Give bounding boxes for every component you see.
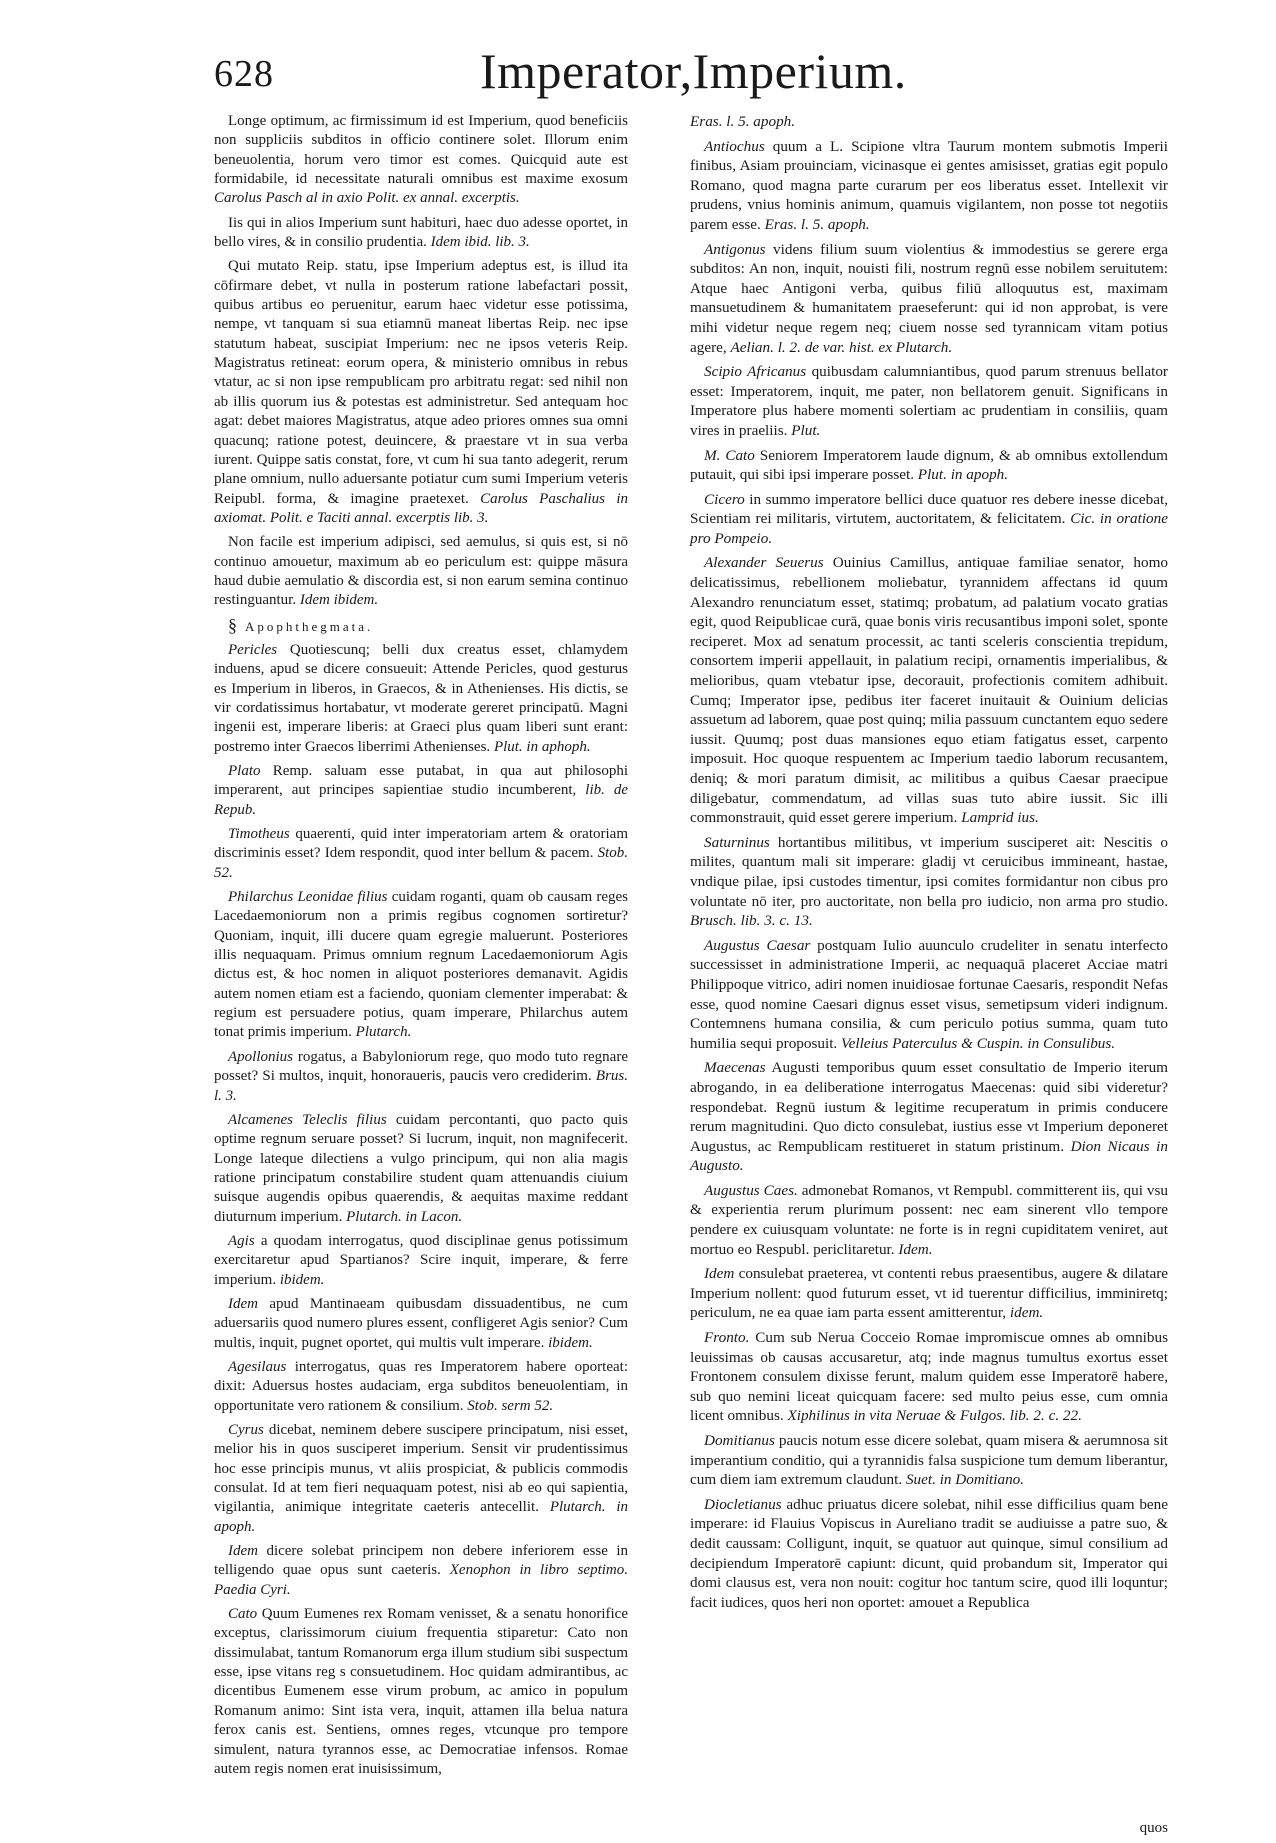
paragraph-text: admonebat Romanos, vt Rempubl. committerent iis, qui vsu & experientia rerum plurimum possent: nec eam sinerent vllo tempore pendere ex cuiusquam voluntate: ne forte is in regni cupiditatem veniret, aut mortuo eo Respubl. periclitaretur. <box>690 1181 1168 1258</box>
citation: Idem ibidem. <box>299 592 379 609</box>
speaker-name: Cicero <box>704 490 745 508</box>
speaker-name: Timotheus <box>228 826 290 843</box>
paragraph-text: quum a L. Scipione vltra Taurum montem submotis Imperii finibus, Asiam prouinciam, vicinasque ei gentes amisisset, gratias egit populo Romano, quod magna parte curarum per eos liberatus esset. Intellexit vir prudens, vnius hominis animum, quamuis vigilantem, non posse tot negotiis parem esse. <box>690 137 1169 233</box>
speaker-name: Plato <box>228 763 261 779</box>
paragraph <box>690 1328 1168 1426</box>
citation: lib. de Repub. <box>214 782 629 818</box>
citation: Lamprid ius. <box>961 809 1039 827</box>
paragraph <box>214 257 628 528</box>
paragraph-text: Remp. saluam esse putabat, in qua aut philosophi imperarent, aut principes sapientiae studio incumberent, <box>214 763 629 799</box>
speaker-name: Idem <box>228 1543 258 1560</box>
citation: Carolus Paschalius in axiomat. Polit. e Taciti annal. excerptis lib. 3. <box>214 490 628 526</box>
paragraph <box>690 240 1168 358</box>
citation: Stob. serm 52. <box>467 1397 554 1414</box>
paragraph <box>214 1232 628 1290</box>
citation: Velleius Paterculus & Cuspin. in Consulibus. <box>841 1034 1116 1052</box>
paragraph <box>690 362 1168 440</box>
citation: Aelian. l. 2. de var. hist. ex Plutarch. <box>730 338 953 356</box>
paragraph <box>690 936 1168 1054</box>
paragraph <box>214 1542 628 1600</box>
paragraph <box>690 1058 1168 1176</box>
paragraph <box>214 641 628 757</box>
citation: Idem. <box>898 1240 933 1258</box>
speaker-name: Saturninus <box>704 833 770 851</box>
citation: Brusch. lib. 3. c. 13. <box>690 912 813 930</box>
paragraph-text: Seniorem Imperatorem laude dignum, & ab omnibus extollendum putauit, qui sibi ipsi imperare posset. <box>690 446 1168 484</box>
speaker-name: Agesilaus <box>228 1358 287 1375</box>
paragraph-text: dicebat, neminem debere suscipere principatum, nisi esset, melior his in quos susciperet imperium. Sensit vir prudentissimus hoc esse principis munus, vt aliis prospiciat, & publicis commodis consulat. Id at tem fieri nequaquam potest, nisi ab eo qui sapientia, vigilantia, animique integritate caeteris antecellit. <box>214 1422 629 1516</box>
paragraph-text: dicere solebat principem non debere inferiorem esse in telligendo quae opus sunt caeteris. <box>214 1543 628 1579</box>
citation: Brus. l. 3. <box>214 1068 629 1104</box>
paragraph <box>214 825 628 883</box>
citation: ibidem. <box>279 1271 325 1288</box>
citation: Plut. in aphoph. <box>493 738 591 755</box>
paragraph <box>214 1048 628 1106</box>
paragraph <box>214 1605 628 1779</box>
citation: Carolus Pasch al in axio Polit. ex annal. excerptis. <box>214 190 520 207</box>
paragraph-text: cuidam roganti, quam ob causam reges Lacedaemoniorum non a primis regibus cognomen sortiretur? Quoniam, inquit, illi ducere quam egregie maluerunt. Posteriores illis nequaquam. Primus omnium regnum Lacedaemoniorum Agis dictus est, & hoc nomen in aliquot posteriores demanavit. Agidis autem nomen etiam est a faciendo, quoniam clementer imperabat: & regium est persuadere potius, quam imperare, Philarchus autem tonat primis imperium. <box>214 889 629 1041</box>
paragraph <box>690 446 1168 485</box>
paragraph <box>214 533 628 610</box>
citation: Dion Nicaus in Augusto. <box>690 1137 1168 1175</box>
speaker-name: Augustus Caes. <box>704 1181 798 1199</box>
speaker-name: Diocletianus <box>704 1495 782 1513</box>
citation: Idem ibid. lib. 3. <box>430 234 530 251</box>
catchword: quos <box>1139 1820 1168 1836</box>
paragraph-text: Ouinius Camillus, antiquae familiae senator, homo delicatissimus, rebellionem moliebatur, tyrannidem affectans id quum Alexandro renunciatum esset, statimq; probatum, ad palatium vocato gratias egit, quod Reipublicae curā, quae bonis viris recusantibus imponi solet, sponte reciperet. Mox ad senatum processit, ac tanti sceleris conscientia trepidum, consortem imperii appellauit, in palatium recipi, ornamentis imperialibus, & melioribus, quam vtebatur ipse, decorauit, profectionis comitem adhibuit. Cumq; Imperator ipse, pedibus iter faceret inuitauit & Ouinium delicias assuetum ad laborem, quae post quinq; milia passuum cunctantem equo sedere iussit. Quumq; post duas mansiones equo etiam fatigatus esset, carpento imposuit. Hoc quoque respuentem ac Imperium taedio laborum recusantem, deniq; & mori paratum dimisit, ac militibus a quibus Caesar praecipue diligebatur, commendatum, ad villas suas tuto abire iussit. Sic illi commonstrauit, quid esset gerere imperium. <box>690 554 1169 827</box>
speaker-name: Domitianus <box>704 1432 775 1449</box>
speaker-name: Alcamenes Teleclis filius <box>228 1111 387 1128</box>
citation: Suet. in Domitiano. <box>905 1471 1025 1489</box>
citation: Eras. l. 5. apoph. <box>690 113 796 130</box>
paragraph-mark-icon: § <box>228 614 237 635</box>
citation: idem. <box>1009 1304 1044 1322</box>
paragraph-text: videns filium suum violentius & immodestius se gerere erga subditos: An non, inquit, nouisti fili, nostrum regnū esse nobilem seruitutem: Atque haec Antigoni verba, quibus filiū alloquutus est, maximam mansuetudinem & humanitatem praeseferunt: qui id non approbat, is vere mihi videtur neque regem neq; ciuem nosse sed tyrannicam vitam potius agere, <box>690 240 1168 356</box>
speaker-name: Philarchus Leonidae filius <box>228 889 388 906</box>
paragraph-text: Quotiescunq; belli dux creatus esset, chlamydem induens, apud se dicere consueuit: Attende Pericles, quod gesturus es Imperium in liberos, in Graecos, & in Athenienses. His dictis, se vir cordatissimus hortabatur, vt moderate gereret principatū. Magni ingenii est, imperare liberis: at Graeci plus quam liberi sunt erant: postremo inter Graecos liberrimi Athenienses. <box>214 641 629 755</box>
paragraph-text: consulebat praeterea, vt contenti rebus praesentibus, augere & dilatare Imperium nollent: quod futurum esset, vt id tuerentur difficilius, imminiretq; periculum, ne ea quae iam parta essent amitterentur, <box>690 1265 1168 1322</box>
citation: Plut. in apoph. <box>917 466 1009 484</box>
paragraph-text: postquam Iulio auunculo crudeliter in senatu interfecto successisset in administratione Imperii, ac nequaquā placeret Acciae matri Philippoque vitrico, adiri nomen inuidiosae fortunae Caesaris, respondit Nefas esse, quod nomine Caesari dignus esset visus, semetipsum videri indignum. Contemnens humana consilia, & cum periculo potius summa, quam tuto humilia sequi proposuit. <box>690 936 1168 1052</box>
right-column <box>690 112 1168 1617</box>
citation: Plutarch. <box>355 1024 412 1041</box>
citation: Stob. 52. <box>214 845 628 881</box>
paragraph-text: cuidam percontanti, quo pacto quis optime regnum seruare posset? Si lucrum, inquit, non magnifecerit. Longe lateque dilectiens a vulgo principum, qui non alia magis ratione principatum constabilire student quam attenuandis ciuium suisque augendis opibus quaerendis, & aequitas maxime reddant diuturnum imperium. <box>214 1111 629 1225</box>
paragraph <box>214 1421 628 1537</box>
paragraph-text: Quum Eumenes rex Romam venisset, & a senatu honorifice exceptus, clarissimorum ciuium frequentia stiparetur: Cato non dissimulabat, tantum Romanorum erga illum studium sibi suspectum esse, ipse vitans reg s consuetudinem. Hoc quidam admirantibus, ac dicentibus Eumenem esse virum probum, ac amico in populum Romanum animo: Sint ista vera, inquit, attamen illa belua natura ferox canis est. Sentiens, omnes reges, vtcunque pro tempore simulent, natura tyrannos esse, ac Democratiae infensos. Romae autem regis nomen erat inuisissimum, <box>214 1606 628 1777</box>
speaker-name: Agis <box>228 1232 255 1249</box>
paragraph <box>690 553 1168 827</box>
speaker-name: Idem <box>704 1265 735 1283</box>
speaker-name: Scipio Africanus <box>704 363 807 381</box>
paragraph-text: Augusti temporibus quum esset consultatio de Imperio iterum abrogando, in ea deliberatione interrogatus Maecenas: quid sibi videretur? respondebat. Regnū iustum & legitime recuperatum in primis conducere rerum magnitudini. Quo dicto consulebat, iustius esse vt Imperium deponeret Augustus, ac Rempublicam restitueret in statum pristinum. <box>690 1059 1168 1155</box>
speaker-name: Augustus Caesar <box>704 936 811 954</box>
speaker-name: Idem <box>228 1295 258 1312</box>
paragraph-text: Qui mutato Reip. statu, ipse Imperium adeptus est, is illud ita cōfirmare debet, vt nulla in posterum ratione labefactari possit, quibus artibus eo peruenitur, earum haec videtur esse potissima, nempe, vt tanquam si sua etiamnū maneat libertas Reip. nec ipse statutum habeat, suscipiat Imperium: nec ne ipsos veteris Reip. Magistratus retineat: eorum opera, & ministerio omnibus in rebus vtatur, ac si non ipse rempublicam pro arbitratu regat: sed nihil non ab illis quorum ius & potestas est administretur. Sed antequam hoc agat: debet maiores Magistratus, atque adeo priores omnes sua omni quacunq; ratione potest, deuincere, & praestare vt in sua verba iurent. Quippe satis constat, fore, vt cum hi sua tanto adegerit, rerum plane omnium, nullo aduersante potiatur cum sumi Imperium veteris Reipubl. forma, & imagine praetexet. <box>214 258 628 507</box>
speaker-name: Pericles <box>228 641 278 658</box>
paragraph <box>690 137 1168 235</box>
paragraph <box>690 490 1168 549</box>
citation: ibidem. <box>548 1334 593 1351</box>
paragraph <box>690 1181 1168 1259</box>
citation: Eras. l. 5. apoph. <box>764 215 870 233</box>
section-heading-text: Apophthegmata. <box>245 618 374 634</box>
paragraph-text: quibusdam calumniantibus, quod parum strenuus bellator esset: Imperatorem, inquit, me pater, non bellatorem genuit. Significans in Imperatore plus habere momenti solertiam ac prudentiam in consiliis, quam vires in praeliis. <box>690 363 1168 439</box>
paragraph-text: Iis qui in alios Imperium sunt habituri, haec duo adesse oportet, in bello vires, & in consilio prudentia. <box>214 214 628 251</box>
paragraph <box>690 1431 1168 1490</box>
paragraph-text: Cum sub Nerua Cocceio Romae impromiscue omnes ab omnibus leuissimas ob causas accusaretur, atq; inde magnus tumultus exortus esset Frontonem consulem dixisse ferunt, malum quidem esse Imperatorē habere, sub quo nemini liceat quicquam facere: sed multo peius esse, cum omnia licent omnibus. <box>690 1329 1168 1425</box>
paragraph <box>214 1295 628 1353</box>
speaker-name: Fronto. <box>704 1329 750 1347</box>
speaker-name: Maecenas <box>704 1059 766 1077</box>
page-number: 628 <box>214 53 274 95</box>
paragraph-text: hortantibus militibus, vt imperium susciperet ait: Nescitis o milites, quantum mali sit imperare: gladij vt ceruicibus immineant, hastae, vndique pilae, ipsi custodes timentur, ipsi comites formidantur non cibus pro voluntate nō iter, pro auctoritate, non bella pro iudicio, non arma pro studio. <box>690 833 1168 910</box>
paragraph-text: paucis notum esse dicere solebat, quam misera & aerumnosa sit imperantium conditio, qui a tyrannidis falsa suspicione tum demum liberantur, cum diem iam extremum claudunt. <box>690 1432 1169 1489</box>
speaker-name: Alexander Seuerus <box>704 554 824 572</box>
speaker-name: Apollonius <box>228 1048 294 1065</box>
paragraph-text: a quodam interrogatus, quod disciplinae genus potissimum exercitaretur apud Spartianos? Scire inquit, imperare, & ferre imperium. <box>214 1232 628 1288</box>
speaker-name: M. Cato <box>704 446 755 464</box>
speaker-name: Cyrus <box>228 1422 264 1438</box>
paragraph <box>690 1495 1168 1613</box>
citation: Plutarch. in apoph. <box>214 1499 629 1535</box>
citation: Xenophon in libro septimo. Paedia Cyri. <box>214 1562 628 1598</box>
paragraph <box>690 112 1168 132</box>
citation: Plut. <box>791 421 821 439</box>
speaker-name: Cato <box>228 1606 258 1623</box>
paragraph <box>214 214 628 253</box>
left-column <box>214 112 628 1784</box>
paragraph <box>214 112 628 209</box>
citation: Xiphilinus in vita Neruae & Fulgos. lib. 2. c. 22. <box>787 1407 1082 1425</box>
paragraph-text: Longe optimum, ac firmissimum id est Imperium, quod beneficiis non suppliciis subditos in officio continere solet. Illorum enim beneuolentia, horum vero timor est comes. Quicquid aute est formidabile, id necessitate naturali omnibus est maxime exosum <box>214 113 628 188</box>
paragraph-text: Non facile est imperium adipisci, sed aemulus, si quis est, si nō continuo amouetur, maximum ab eo periculum est: quippe māsura haud dubie aemulatio & discordia est, si non earum semina continuo restinguantur. <box>214 534 628 609</box>
speaker-name: Antigonus <box>704 240 766 258</box>
paragraph <box>690 1264 1168 1323</box>
citation: Plutarch. in Lacon. <box>346 1208 463 1225</box>
page-title: Imperator,Imperium. <box>480 43 907 99</box>
paragraph <box>214 1358 628 1416</box>
speaker-name: Antiochus <box>704 137 765 155</box>
paragraph <box>214 888 628 1043</box>
paragraph-text: quaerenti, quid inter imperatoriam artem & oratoriam discriminis esset? Idem respondit, quod inter bellum & pacem. <box>214 826 628 862</box>
paragraph <box>690 833 1168 931</box>
section-heading <box>214 616 628 636</box>
citation: Cic. in oratione pro Pompeio. <box>690 510 1168 547</box>
paragraph-text: apud Mantinaeam quibusdam dissuadentibus, ne cum aduersariis quod numero plures essent, confligeret Agis senior? Cum multis, inquit, pugnet oportet, qui multis vult imperare. <box>214 1295 628 1351</box>
paragraph-text: in summo imperatore bellici duce quatuor res debere inesse dicebat, Scientiam rei militaris, virtutem, auctoritatem, & felicitatem. <box>690 490 1168 528</box>
paragraph-text: interrogatus, quas res Imperatorem habere oporteat: dixit: Aduersus hostes audaciam, erga subditos beneuolentiam, in opportunitate vero rationem & consilium. <box>214 1358 628 1414</box>
paragraph <box>214 1111 628 1227</box>
paragraph-text: rogatus, a Babyloniorum rege, quo modo tuto regnare posset? Si multos, inquit, honoraueris, paucis vero crediderim. <box>214 1048 628 1085</box>
paragraph-text: adhuc priuatus dicere solebat, nihil esse difficilius quam bene imperare: id Flauius Vopiscus in Aureliano tradit se audiuisse a patre suo, & dedit caussam: Colligunt, inquit, se quatuor aut quinque, simul consilium ad decipiendum Imperatorē capiunt: dicunt, quid probandum sit, Imperator qui domi clausus est, vera non nouit: cogitur hoc tantum scire, quod illi loquntur; facit iudices, quos heri non oportet: amouet a Republica <box>690 1495 1168 1611</box>
paragraph <box>214 762 628 820</box>
